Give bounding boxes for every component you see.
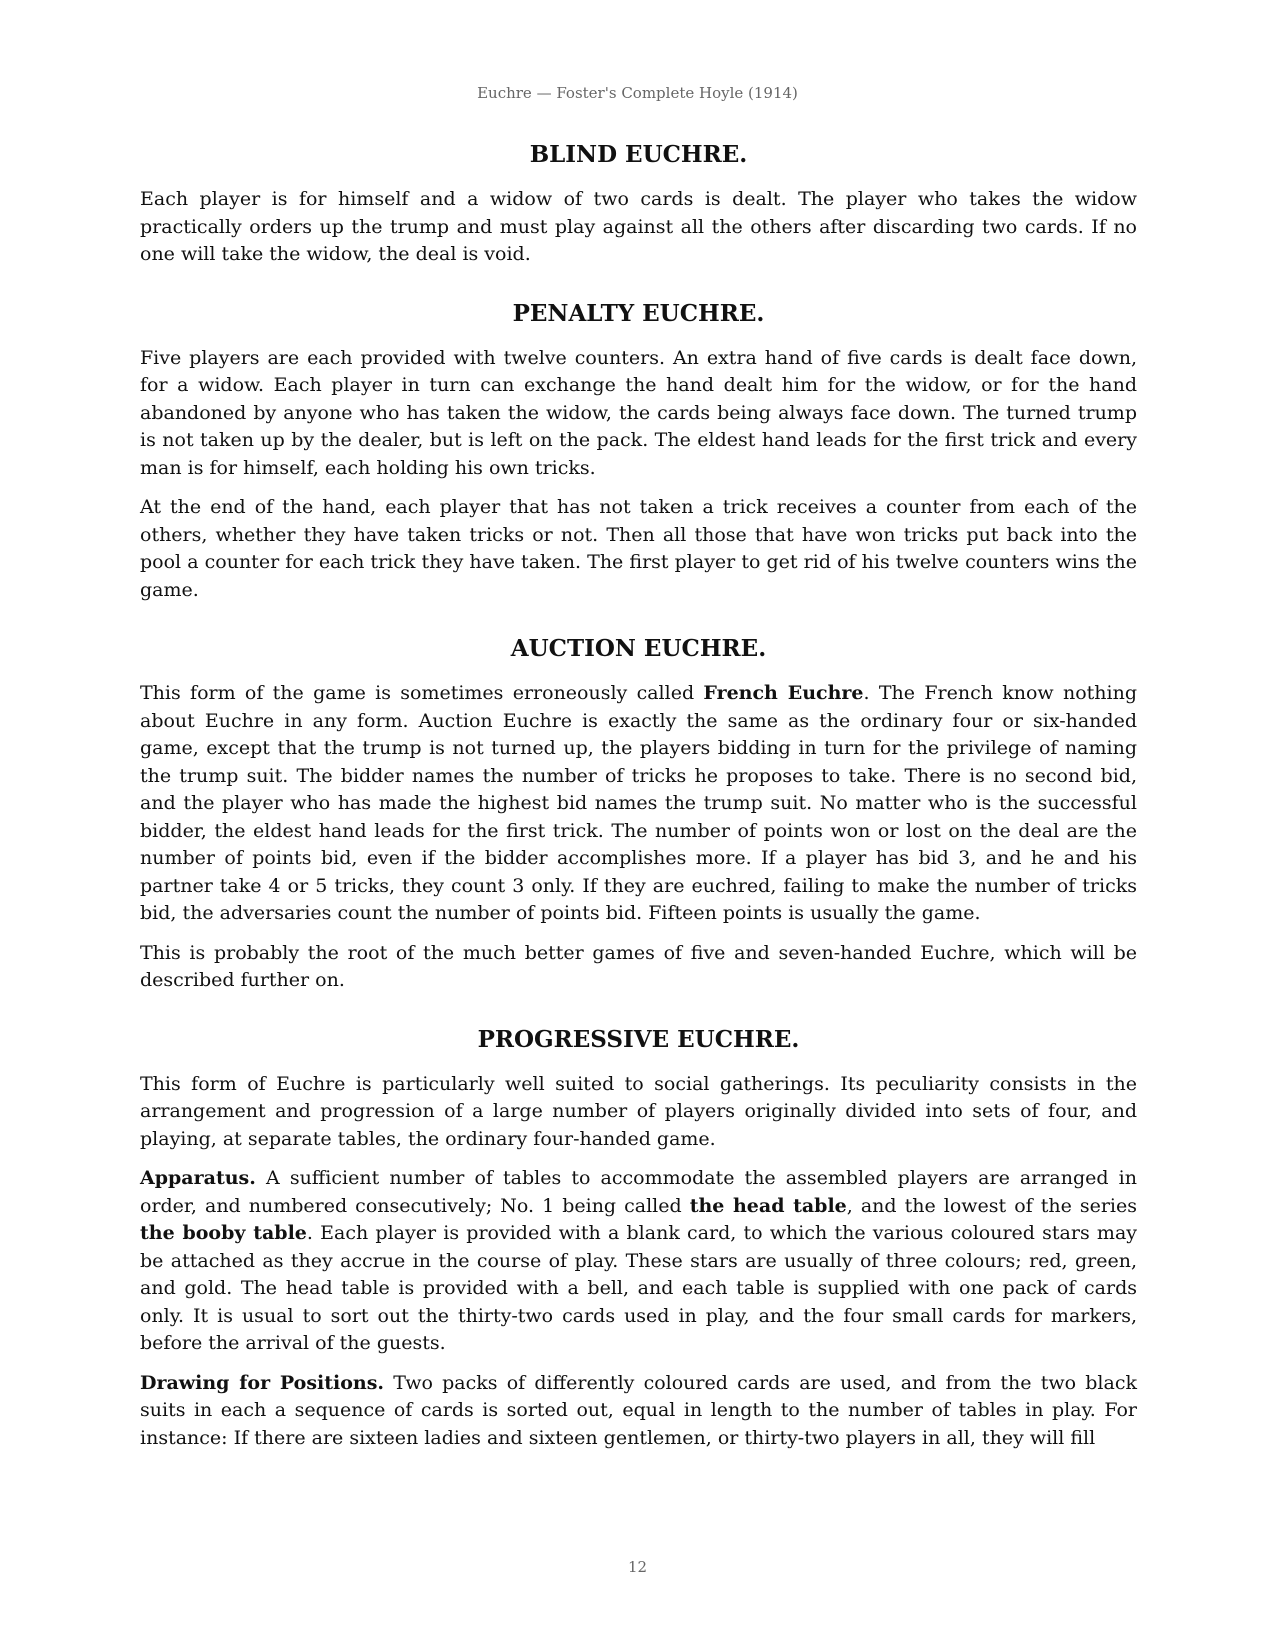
- bold-text: Apparatus.: [140, 1167, 256, 1189]
- section-heading: PENALTY EUCHRE.: [512, 299, 765, 327]
- section-heading: AUCTION EUCHRE.: [510, 635, 767, 662]
- paragraph: [140, 1370, 1137, 1453]
- bold-text: French Euchre: [703, 682, 864, 704]
- section-heading: PROGRESSIVE EUCHRE.: [477, 1025, 800, 1053]
- bold-text: the head table: [689, 1194, 847, 1217]
- text-run: Five players are each provided with twelve counters. An extra hand of five cards is dealt face down, for a widow. Each player in turn can exchange the hand dealt him for the widow, or for the hand abandoned by anyone who has taken the widow, the cards being always face down. The turned trump is not taken up by the dealer, but is left on the pack. The eldest hand leads for the first trick and every man is for himself, each holding his own tricks.: [140, 346, 1137, 479]
- text-run: . Each player is provided with a blank card, to which the various coloured stars may be attached as they accrue in the course of play. These stars are usually of three colours; red, green, and gold. The head table is provided with a bell, and each table is supplied with one pack of cards only. It is usual to sort out the thirty-two cards used in play, and the four small cards for markers, before the arrival of the guests.: [140, 1222, 1138, 1354]
- paragraph: [140, 345, 1137, 483]
- paragraph: [140, 1071, 1137, 1154]
- text-run: Each player is for himself and a widow of two cards is dealt. The player who takes the widow practically orders up the trump and must play against all the others after discarding two cards. If no one will take the widow, the deal is void.: [140, 188, 1137, 265]
- section: [140, 299, 1137, 605]
- text-run: This is probably the root of the much better games of five and seven-handed Euchre, which will be described further on.: [140, 941, 1137, 991]
- bold-text: Drawing for Positions.: [140, 1371, 385, 1394]
- section: [140, 1025, 1137, 1453]
- section: [140, 634, 1137, 995]
- paragraph: [140, 940, 1137, 995]
- text-run: , and the lowest of the series: [846, 1194, 1137, 1217]
- text-run: At the end of the hand, each player that has not taken a trick receives a counter from each of the others, whether they have taken tricks or not. Then all those that have won tricks put back into the pool a counter for each trick they have taken. The first player to get rid of his twelve counters wins the game.: [140, 496, 1137, 601]
- text-run: This form of the game is sometimes erroneously called: [140, 682, 704, 704]
- bold-text: the booby table: [140, 1222, 307, 1244]
- paragraph: [140, 1165, 1137, 1358]
- paragraph: [140, 680, 1137, 928]
- page-body: [140, 140, 1137, 1482]
- section-heading: BLIND EUCHRE.: [529, 141, 748, 168]
- text-run: . The French know nothing about Euchre in any form. Auction Euchre is exactly the same as the ordinary four or six-handed game, except that the trump is not turned up, the players bidding in turn for the privilege of naming the trump suit. The bidder names the number of tricks he proposes to take. There is no second bid, and the player who has made the highest bid names the trump suit. No matter who is the successful bidder, the eldest hand leads for the first trick. The number of points won or lost on the deal are the number of points bid, even if the bidder accomplishes more. If a player has bid 3, and he and his partner take 4 or 5 tricks, they count 3 only. If they are euchred, failing to make the number of tricks bid, the adversaries count the number of points bid. Fifteen points is usually the game.: [140, 682, 1138, 924]
- paragraph: [140, 494, 1137, 604]
- text-run: This form of Euchre is particularly well suited to social gatherings. Its peculiarity consists in the arrangement and progression of a large number of players originally divided into sets of four, and playing, at separate tables, the ordinary four-handed game.: [140, 1072, 1137, 1150]
- text-run: A sufficient number of tables to accommodate the assembled players are arranged in order, and numbered consecutively; No. 1 being called: [140, 1167, 1137, 1217]
- text-run: Two packs of differently coloured cards are used, and from the two black suits in each a sequence of cards is sorted out, equal in length to the number of tables in play. For instance: If there are sixteen ladies and sixteen gentlemen, or thirty-two players in all, they will fill: [140, 1371, 1137, 1449]
- paragraph: [140, 186, 1137, 269]
- section: [140, 140, 1137, 269]
- page-number: 12: [627, 1558, 648, 1576]
- running-header: Euchre — Foster's Complete Hoyle (1914): [477, 84, 798, 102]
